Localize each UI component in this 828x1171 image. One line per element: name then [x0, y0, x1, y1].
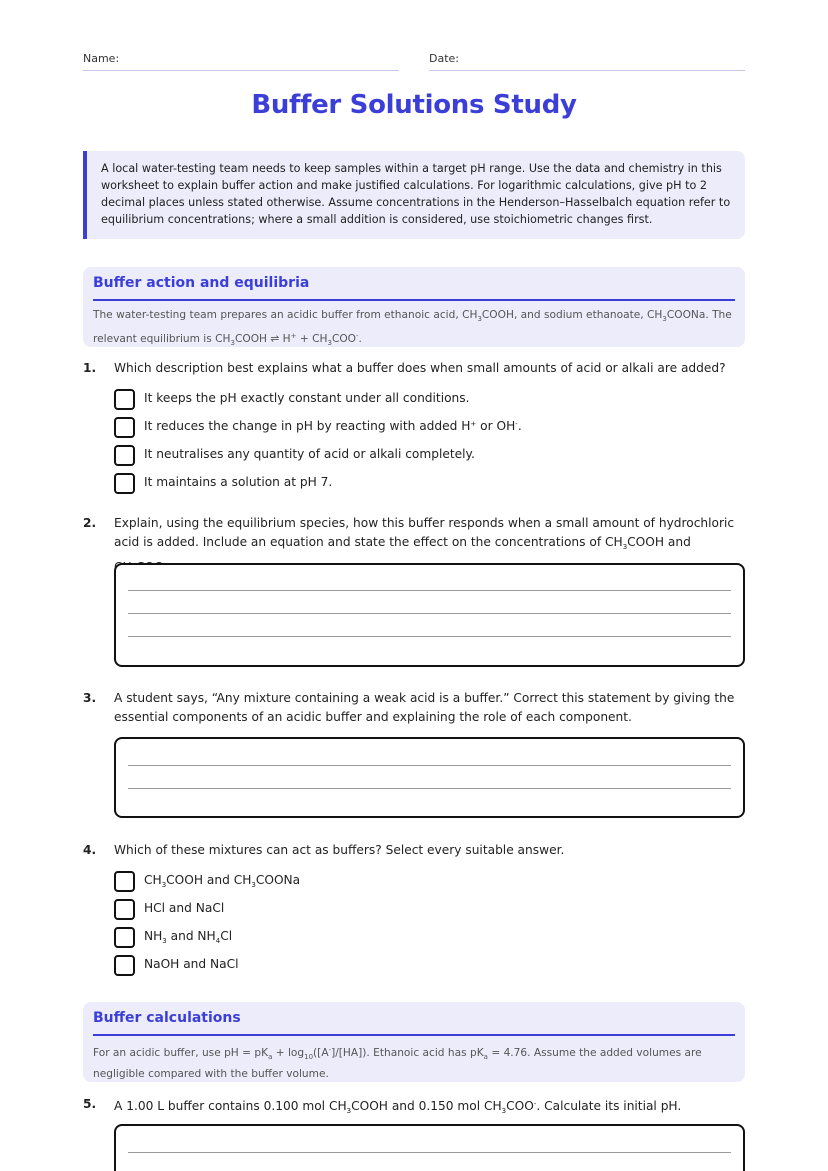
option-label: $NH_3$ and $NH_4Cl$ — [144, 929, 233, 945]
section-title: Buffer action and equilibria — [93, 275, 735, 301]
checkbox[interactable] — [114, 389, 135, 410]
checkbox[interactable] — [114, 899, 135, 920]
page-title: Buffer Solutions Study — [251, 90, 577, 120]
question-3 — [83, 689, 745, 729]
date-field[interactable] — [429, 52, 745, 71]
answer-line — [128, 636, 731, 637]
question-number: 3. — [83, 691, 97, 705]
answer-box-5[interactable] — [114, 1124, 745, 1171]
question-4 — [83, 841, 745, 861]
header-fields — [83, 52, 745, 72]
date-label: Date: — [429, 52, 459, 65]
checkbox[interactable] — [114, 927, 135, 948]
question-number: 4. — [83, 843, 97, 857]
section-text: For an acidic buffer, use pH = $pK_a + \log_{10}([A^-]/[HA])$. Ethanoic acid has $pK_a = 4.76$. Assume the added volumes are negligible compared with the buffer volume. — [93, 1046, 702, 1080]
checkbox[interactable] — [114, 871, 135, 892]
option-label: It maintains a solution at pH 7. — [144, 475, 333, 489]
option-label: $CH_3COOH$ and $CH_3COONa$ — [144, 873, 301, 889]
question-number: 1. — [83, 361, 97, 375]
question-text: Which of these mixtures can act as buffers? Select every suitable answer. — [114, 843, 565, 857]
name-field[interactable] — [83, 52, 399, 71]
question-text: A student says, “Any mixture containing a weak acid is a buffer.” Correct this statement by giving the essential components of an acidic buffer and explaining the role of each component. — [114, 691, 735, 724]
section-buffer-action — [83, 267, 745, 347]
checkbox[interactable] — [114, 955, 135, 976]
question-text: A 1.00 L buffer contains 0.100 mol $CH_3COOH$ and 0.150 mol $CH_3COO^-$. Calculate its initial pH. — [114, 1099, 682, 1115]
answer-box-2[interactable] — [114, 563, 745, 667]
question-text: Explain, using the equilibrium species, how this buffer responds when a small amount of hydrochloric acid is added. Include an equation and state the effect on the concentrations of $CH_3COOH$ and — [114, 516, 735, 551]
option-label: It keeps the pH exactly constant under all conditions. — [144, 391, 470, 405]
answer-line — [128, 765, 731, 766]
answer-box-3[interactable] — [114, 737, 745, 818]
checkbox[interactable] — [114, 473, 135, 494]
section-text: The water-testing team prepares an acidic buffer from ethanoic acid, $CH_3COOH$, and sodium ethanoate, $CH_3COONa$. The relevant equilibrium is $CH_3COOH$ ⇌ $H^+ + CH_3COO^-$. — [93, 309, 732, 347]
option-label: HCl and NaCl — [144, 901, 225, 915]
checkbox[interactable] — [114, 445, 135, 466]
option-label: It neutralises any quantity of acid or alkali completely. — [144, 447, 475, 461]
answer-line — [128, 788, 731, 789]
intro-panel: A local water-testing team needs to keep samples within a target pH range. Use the data and chemistry in this worksheet to explain buffer action and make justified calculations. For logarithmic calculations, give pH to 2 decimal places unless stated otherwise. Assume concentrations in the Henderson–Hasselbalch equation refer to equilibrium concentrations; where a small addition is considered, use stoichiometric changes first. — [83, 151, 745, 239]
answer-line — [128, 613, 731, 614]
option-label: It reduces the change in pH by reacting with added H+ or OH-. — [144, 419, 522, 433]
question-number: 2. — [83, 516, 97, 530]
question-1 — [83, 359, 745, 379]
question-2 — [83, 514, 745, 554]
section-title: Buffer calculations — [93, 1010, 735, 1036]
answer-line — [128, 1152, 731, 1153]
question-number: 5. — [83, 1097, 97, 1111]
section-buffer-calculations — [83, 1002, 745, 1082]
checkbox[interactable] — [114, 417, 135, 438]
question-5 — [83, 1095, 745, 1115]
answer-line — [128, 590, 731, 591]
name-label: Name: — [83, 52, 120, 65]
option-label: NaOH and NaCl — [144, 957, 239, 971]
question-text: Which description best explains what a buffer does when small amounts of acid or alkali are added? — [114, 361, 726, 375]
